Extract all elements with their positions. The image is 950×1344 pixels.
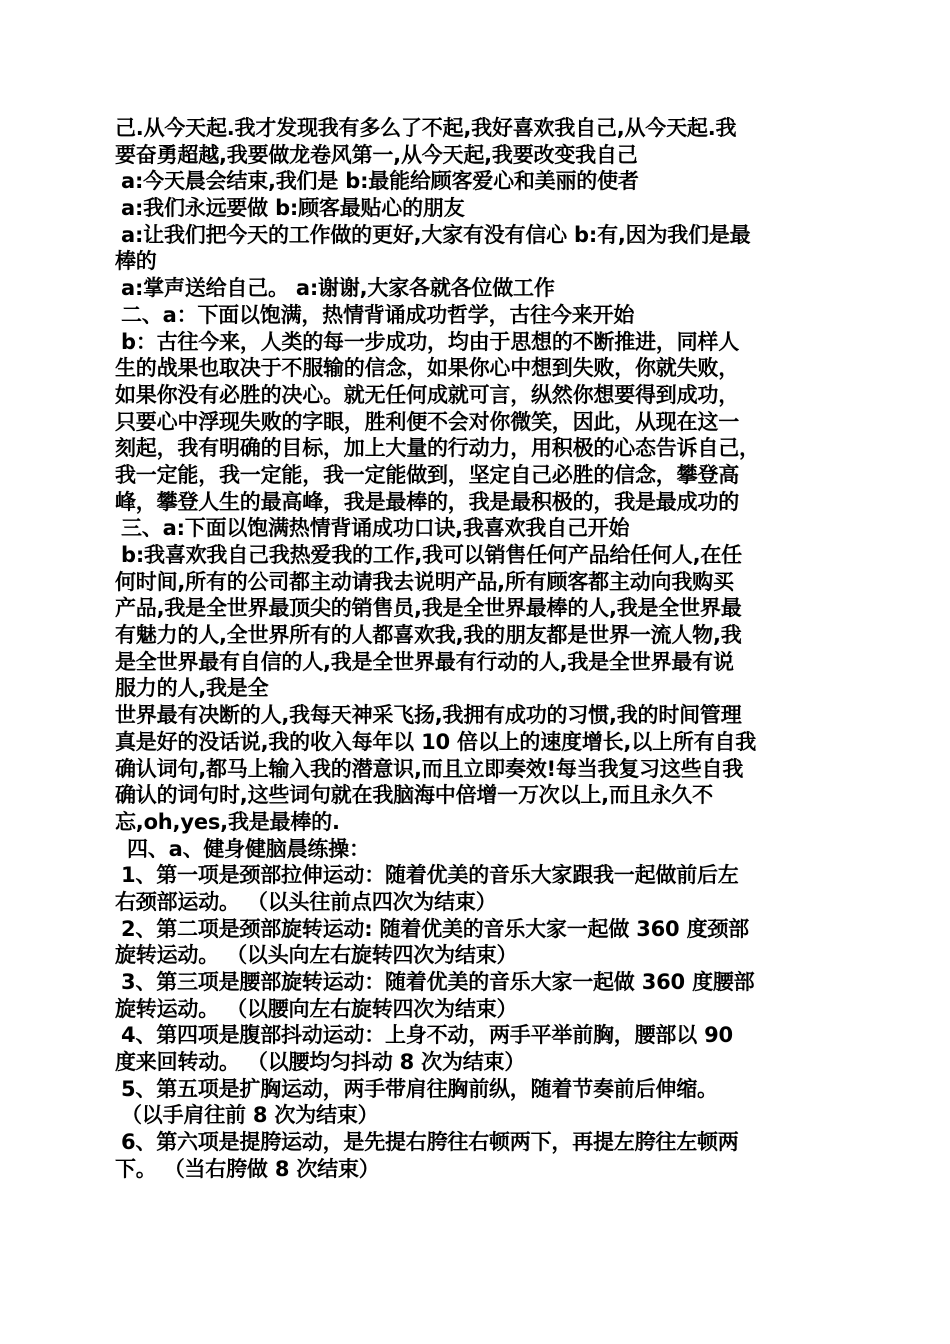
list-item: 5、第五项是扩胸运动，两手带肩往胸前纵，随着节奏前后伸缩。 xyxy=(121,1076,718,1101)
text-line: 我一定能，我一定能，我一定能做到，坚定自己必胜的信念，攀登高 xyxy=(115,462,739,487)
list-item: 2、第二项是颈部旋转运动: 随着优美的音乐大家一起做 360 度颈部 xyxy=(121,916,749,941)
text-line: 度来回转动。 （以腰均匀抖动 8 次为结束） xyxy=(115,1050,526,1075)
document-body xyxy=(115,115,850,1183)
text-line: a:今天晨会结束,我们是 b:最能给顾客爱心和美丽的使者 xyxy=(121,169,639,194)
text-line: 峰，攀登人生的最高峰，我是最棒的，我是最积极的，我是最成功的 xyxy=(115,489,739,514)
text-line: 刻起，我有明确的目标，加上大量的行动力，用积极的心态告诉自己， xyxy=(115,436,760,461)
text-line: b:我喜欢我自己我热爱我的工作,我可以销售任何产品给任何人,在任 xyxy=(121,543,742,567)
section-heading: 三、a:下面以饱满热情背诵成功口诀,我喜欢我自己开始 xyxy=(121,516,630,541)
text-line: a:我们永远要做 b:顾客最贴心的朋友 xyxy=(121,196,465,221)
text-line: a:让我们把今天的工作做的更好,大家有没有信心 b:有,因为我们是最 xyxy=(121,222,751,247)
text-line: 下。 （当右胯做 8 次结束） xyxy=(115,1156,380,1181)
text-line: 忘,oh,yes,我是最棒的. xyxy=(115,809,340,834)
list-item: 1、第一项是颈部拉伸运动：随着优美的音乐大家跟我一起做前后左 xyxy=(121,863,739,888)
text-line: 有魅力的人,全世界所有的人都喜欢我,我的朋友都是世界一流人物,我 xyxy=(115,623,742,648)
section-heading: 二、a：下面以饱满，热情背诵成功哲学，古往今来开始 xyxy=(121,302,635,327)
text-line: 是全世界最有自信的人,我是全世界最有行动的人,我是全世界最有说 xyxy=(115,649,734,674)
section-heading: 四、a、健身健脑晨练操： xyxy=(127,836,370,861)
text-line: 旋转运动。 （以腰向左右旋转四次为结束） xyxy=(115,996,518,1021)
text-line: 世界最有决断的人,我每天神采飞扬,我拥有成功的习惯,我的时间管理 xyxy=(115,703,742,728)
text-line: 真是好的没话说,我的收入每年以 10 倍以上的速度增长,以上所有自我 xyxy=(115,729,756,754)
list-item: 3、第三项是腰部旋转运动：随着优美的音乐大家一起做 360 度腰部 xyxy=(121,970,755,994)
text-line: 旋转运动。 （以头向左右旋转四次为结束） xyxy=(115,943,518,968)
text-line: 确认的词句时,这些词句就在我脑海中倍增一万次以上,而且永久不 xyxy=(115,783,713,808)
list-item: 4、第四项是腹部抖动运动：上身不动，两手平举前胸，腰部以 90 xyxy=(121,1023,733,1048)
text-line: 生的战果也取决于不服输的信念，如果你心中想到失败，你就失败， xyxy=(115,356,739,381)
list-item: 6、第六项是提胯运动，是先提右胯往右顿两下，再提左胯往左顿两 xyxy=(121,1130,739,1155)
text-line: （以手肩往前 8 次为结束） xyxy=(121,1103,379,1128)
text-line: 产品,我是全世界最顶尖的销售员,我是全世界最棒的人,我是全世界最 xyxy=(115,596,742,621)
text-line: 只要心中浮现失败的字眼，胜利便不会对你微笑，因此，从现在这一 xyxy=(115,409,739,434)
text-line: 己.从今天起.我才发现我有多么了不起,我好喜欢我自己,从今天起.我 xyxy=(115,116,737,140)
text-line: 右颈部运动。 （以头往前点四次为结束） xyxy=(115,889,497,914)
text-line: 要奋勇超越,我要做龙卷风第一,从今天起,我要改变我自己 xyxy=(115,142,638,167)
text-line: b：古往今来，人类的每一步成功，均由于思想的不断推进，同样人 xyxy=(121,329,740,354)
text-line: a:掌声送给自己。 a:谢谢,大家各就各位做工作 xyxy=(121,276,555,301)
text-line: 服力的人,我是全 xyxy=(115,676,269,701)
text-line: 棒的 xyxy=(115,249,157,274)
text-line: 确认词句,都马上输入我的潜意识,而且立即奏效!每当我复习这些自我 xyxy=(115,756,744,781)
text-line: 何时间,所有的公司都主动请我去说明产品,所有顾客都主动向我购买 xyxy=(115,569,734,594)
text-line: 如果你没有必胜的决心。就无任何成就可言，纵然你想要得到成功， xyxy=(115,382,739,407)
